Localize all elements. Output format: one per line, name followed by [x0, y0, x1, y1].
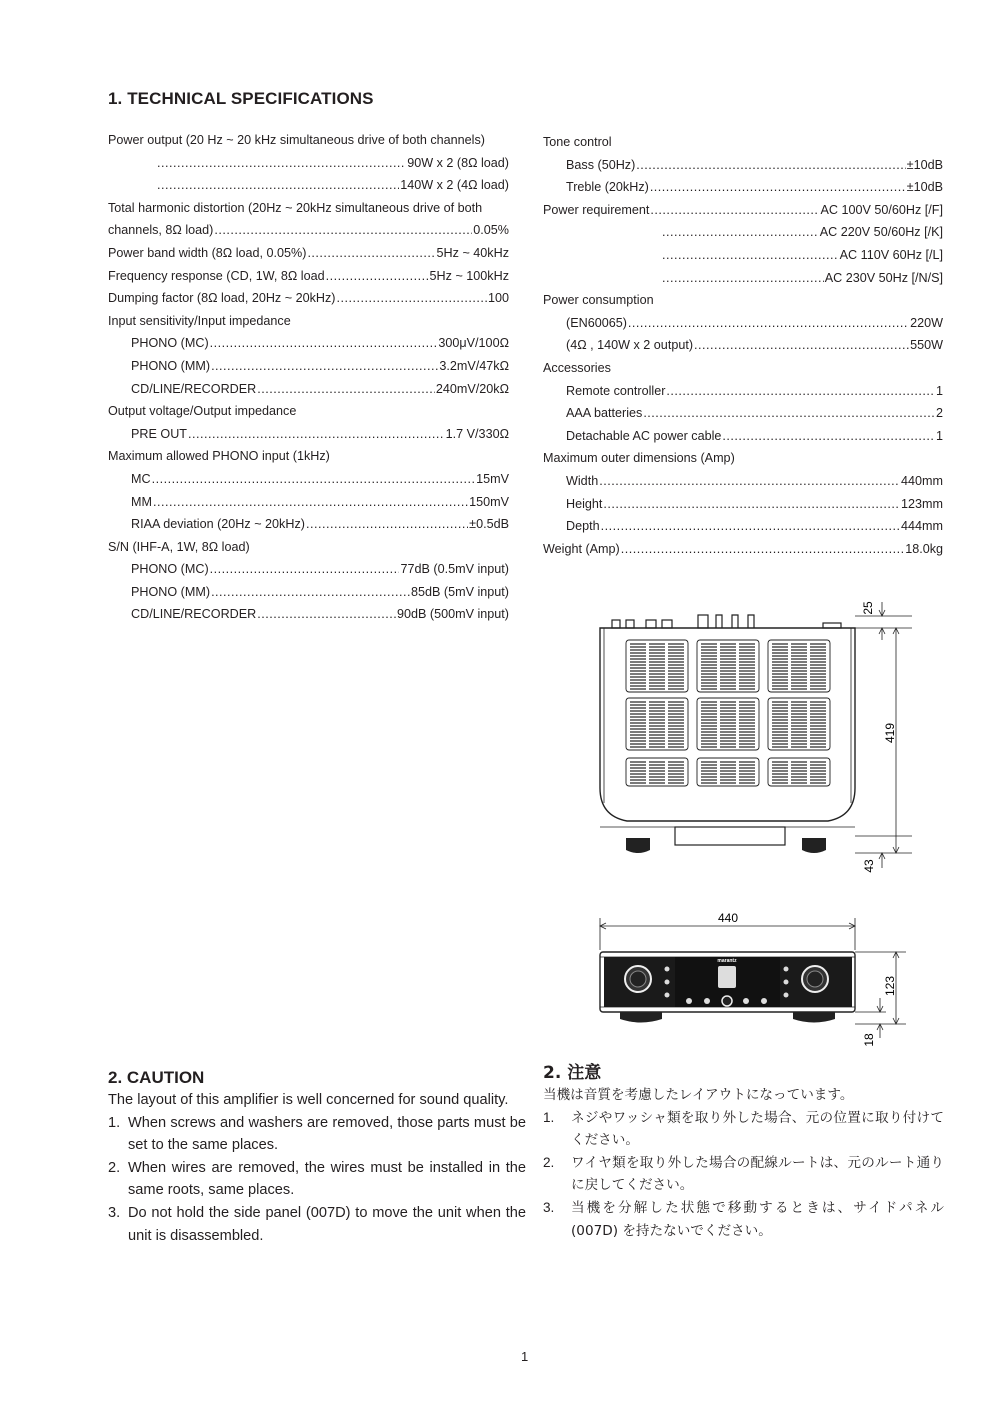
caution-item-jp: 3. 当機を分解した状態で移動するときは、サイドパネル (007D) を持たないでください。 — [543, 1199, 944, 1239]
dot-leader — [621, 538, 904, 561]
spec-row — [108, 491, 509, 514]
spec-label: channels, 8Ω load) — [108, 223, 214, 238]
rear-connectors — [612, 615, 841, 628]
spec-row — [543, 289, 943, 312]
spec-value: 15mV — [476, 471, 509, 486]
spec-value: AC 220V 50/60Hz [/K] — [819, 225, 943, 240]
vent-block — [626, 640, 688, 692]
spec-label: (EN60065) — [566, 315, 627, 330]
headphone-jack-icon — [722, 996, 732, 1006]
spec-row — [543, 402, 943, 425]
spec-label: PRE OUT — [131, 426, 187, 441]
spec-value: 300μV/100Ω — [438, 336, 509, 351]
dot-leader — [662, 244, 839, 267]
spec-value: 140W x 2 (4Ω load) — [400, 178, 509, 193]
spec-row — [543, 380, 943, 403]
spec-row — [543, 538, 943, 561]
right-front-foot — [793, 1012, 835, 1023]
spec-label: CD/LINE/RECORDER — [131, 607, 257, 622]
dot-leader — [157, 174, 399, 197]
dot-leader — [211, 355, 438, 378]
spec-row — [543, 221, 943, 244]
caution-section-en — [108, 1067, 526, 1247]
front-panel-edge — [675, 827, 785, 845]
spec-row — [108, 129, 509, 152]
spec-row — [108, 287, 509, 310]
spec-label: PHONO (MM) — [131, 358, 211, 373]
spec-row — [108, 355, 509, 378]
spec-label: Power consumption — [543, 293, 654, 308]
chassis-outline — [600, 628, 855, 821]
spec-row — [543, 244, 943, 267]
vent-block — [697, 698, 759, 750]
display-window — [718, 966, 736, 988]
spec-label: CD/LINE/RECORDER — [131, 381, 257, 396]
right-foot — [802, 838, 826, 853]
dot-leader — [662, 221, 819, 244]
spec-label: S/N (IHF-A, 1W, 8Ω load) — [108, 539, 250, 554]
spec-row — [108, 536, 509, 559]
dot-leader — [666, 380, 935, 403]
caution-item: 2. When wires are removed, the wires must be installed in the same roots, same places. — [108, 1159, 526, 1199]
spec-label: Frequency response (CD, 1W, 8Ω load — [108, 268, 325, 283]
spec-label: Maximum allowed PHONO input (1kHz) — [108, 449, 330, 464]
dot-leader — [603, 493, 900, 516]
spec-label: Weight (Amp) — [543, 541, 620, 556]
spec-label: MC — [131, 471, 151, 486]
spec-label: Bass (50Hz) — [566, 157, 636, 172]
page-number: 1 — [521, 1349, 529, 1364]
spec-label: Width — [566, 473, 599, 488]
caution-item: 3. Do not hold the side panel (007D) to move the unit when the unit is disassembled. — [108, 1204, 526, 1244]
dimension-label-bottom: 43 — [862, 859, 876, 873]
spec-value: 18.0kg — [905, 541, 943, 556]
left-foot — [626, 838, 650, 853]
spec-value: 3.2mV/47kΩ — [439, 358, 509, 373]
spec-value: 1 — [935, 383, 943, 398]
spec-label: Treble (20kHz) — [566, 180, 649, 195]
caution-section-jp — [543, 1062, 944, 1242]
dimension-label-depth: 419 — [883, 722, 897, 744]
spec-row — [108, 242, 509, 265]
dot-leader — [650, 176, 906, 199]
caution-intro: The layout of this amplifier is well concerned for sound quality. — [108, 1092, 509, 1108]
dot-leader — [601, 515, 900, 538]
dimension-label-height: 123 — [883, 975, 897, 997]
spec-value: 90W x 2 (8Ω load) — [407, 155, 509, 170]
spec-value: 444mm — [901, 519, 943, 534]
spec-value: 90dB (500mV input) — [396, 607, 509, 622]
spec-row — [543, 357, 943, 380]
brand-logo: marantz — [717, 958, 737, 964]
dot-leader — [157, 152, 406, 175]
spec-value: 5Hz ~ 40kHz — [436, 245, 509, 260]
dimension-label-top: 25 — [861, 601, 875, 615]
spec-value: 0.05% — [473, 223, 509, 238]
spec-label: Dumping factor (8Ω load, 20Hz ~ 20kHz) — [108, 291, 336, 306]
spec-label: (4Ω , 140W x 2 output) — [566, 338, 694, 353]
spec-row — [543, 470, 943, 493]
dot-leader — [628, 312, 909, 335]
height-dimension — [855, 952, 906, 1038]
spec-value: ±10dB — [906, 180, 943, 195]
dot-leader — [694, 334, 909, 357]
caution-title: 2. CAUTION — [108, 1068, 205, 1087]
spec-value: 150mV — [469, 494, 509, 509]
spec-label: Maximum outer dimensions (Amp) — [543, 451, 735, 466]
dot-leader — [326, 265, 429, 288]
spec-label: AAA batteries — [566, 406, 643, 421]
spec-row — [108, 174, 509, 197]
vent-block — [626, 698, 688, 750]
spec-label: Total harmonic distortion (20Hz ~ 20kHz simultaneous drive of both — [108, 200, 483, 215]
dot-leader — [643, 402, 935, 425]
dot-leader — [152, 468, 476, 491]
spec-label: Power requirement — [543, 202, 650, 217]
vent-block — [768, 640, 830, 692]
spec-row — [108, 310, 509, 333]
front-view-diagram — [590, 906, 920, 1052]
dot-leader — [257, 603, 396, 626]
dot-leader — [214, 219, 472, 242]
spec-row — [108, 423, 509, 446]
spec-row — [108, 265, 509, 288]
spec-row — [108, 468, 509, 491]
dot-leader — [650, 199, 819, 222]
spec-row — [108, 558, 509, 581]
spec-label: PHONO (MM) — [131, 584, 211, 599]
dot-leader — [599, 470, 900, 493]
spec-row — [543, 199, 943, 222]
spec-row — [543, 131, 943, 154]
spec-value: 1.7 V/330Ω — [445, 426, 509, 441]
spec-value: 85dB (5mV input) — [410, 584, 509, 599]
spec-row — [108, 603, 509, 626]
caution-title-jp: 2. 注意 — [543, 1063, 602, 1083]
spec-row — [543, 176, 943, 199]
caution-item-jp: 1. ネジやワッシャ類を取り外した場合、元の位置に取り付けてください。 — [543, 1109, 944, 1149]
vent-block — [768, 698, 830, 750]
spec-row — [543, 425, 943, 448]
dot-leader — [336, 287, 487, 310]
dimension-label-width: 440 — [717, 911, 739, 925]
spec-row — [108, 219, 509, 242]
spec-label: Power output (20 Hz ~ 20 kHz simultaneous drive of both channels) — [108, 133, 485, 147]
dot-leader — [188, 423, 445, 446]
dot-leader — [210, 332, 438, 355]
dot-leader — [307, 242, 435, 265]
dot-leader — [257, 378, 435, 401]
spec-label: Depth — [566, 519, 600, 534]
spec-value: AC 110V 60Hz [/L] — [839, 247, 943, 262]
spec-row — [108, 513, 509, 536]
spec-row — [543, 312, 943, 335]
spec-value: 1 — [935, 428, 943, 443]
spec-row — [543, 493, 943, 516]
spec-label: Power band width (8Ω load, 0.05%) — [108, 245, 307, 260]
spec-row — [543, 154, 943, 177]
spec-row — [108, 152, 509, 175]
right-spec-list — [543, 131, 943, 560]
spec-value: 440mm — [901, 473, 943, 488]
spec-value: AC 100V 50/60Hz [/F] — [820, 202, 943, 217]
dimension-label-foot: 18 — [862, 1033, 876, 1047]
spec-value: 220W — [910, 315, 943, 330]
section-title-specifications: 1. TECHNICAL SPECIFICATIONS — [108, 89, 374, 108]
dot-leader — [210, 558, 400, 581]
vent-block — [697, 640, 759, 692]
spec-row — [108, 445, 509, 468]
spec-value: 240mV/20kΩ — [435, 381, 509, 396]
caution-item: 1. When screws and washers are removed, those parts must be set to the same places. — [108, 1114, 526, 1154]
spec-label: Input sensitivity/Input impedance — [108, 313, 291, 328]
spec-label: Accessories — [543, 360, 611, 375]
spec-value: AC 230V 50Hz [/N/S] — [824, 270, 943, 285]
spec-value: 2 — [935, 406, 943, 421]
spec-row — [543, 515, 943, 538]
spec-value: 5Hz ~ 100kHz — [429, 268, 509, 283]
left-front-foot — [620, 1012, 662, 1023]
spec-label: Tone control — [543, 135, 612, 149]
spec-label: RIAA deviation (20Hz ~ 20kHz) — [131, 517, 305, 532]
dot-leader — [662, 267, 824, 290]
spec-row — [108, 400, 509, 423]
spec-row — [108, 197, 509, 220]
spec-row — [108, 378, 509, 401]
spec-value: ±0.5dB — [469, 517, 509, 532]
spec-value: 123mm — [901, 496, 943, 511]
caution-item-jp: 2. ワイヤ類を取り外した場合の配線ルートは、元のルート通りに戻してください。 — [543, 1154, 944, 1194]
spec-label: PHONO (MC) — [131, 336, 209, 351]
spec-value: 77dB (0.5mV input) — [400, 562, 509, 577]
spec-label: Output voltage/Output impedance — [108, 404, 297, 419]
spec-value: 550W — [910, 338, 943, 353]
spec-value: 100 — [487, 291, 509, 306]
spec-label: Detachable AC power cable — [566, 428, 722, 443]
ventilation-grille — [626, 640, 830, 786]
spec-value: ±10dB — [906, 157, 943, 172]
left-spec-list — [108, 129, 509, 626]
dot-leader — [211, 581, 410, 604]
dot-leader — [306, 513, 468, 536]
spec-label: MM — [131, 494, 152, 509]
dot-leader — [636, 154, 905, 177]
spec-label: PHONO (MC) — [131, 562, 209, 577]
spec-row — [108, 332, 509, 355]
spec-row — [543, 334, 943, 357]
caution-intro-jp: 当機は音質を考慮したレイアウトになっています。 — [543, 1087, 854, 1103]
spec-row — [543, 267, 943, 290]
spec-label: Height — [566, 496, 603, 511]
dot-leader — [722, 425, 935, 448]
dot-leader — [153, 491, 468, 514]
top-view-diagram — [590, 588, 920, 880]
spec-label: Remote controller — [566, 383, 666, 398]
spec-row — [108, 581, 509, 604]
spec-row — [543, 447, 943, 470]
